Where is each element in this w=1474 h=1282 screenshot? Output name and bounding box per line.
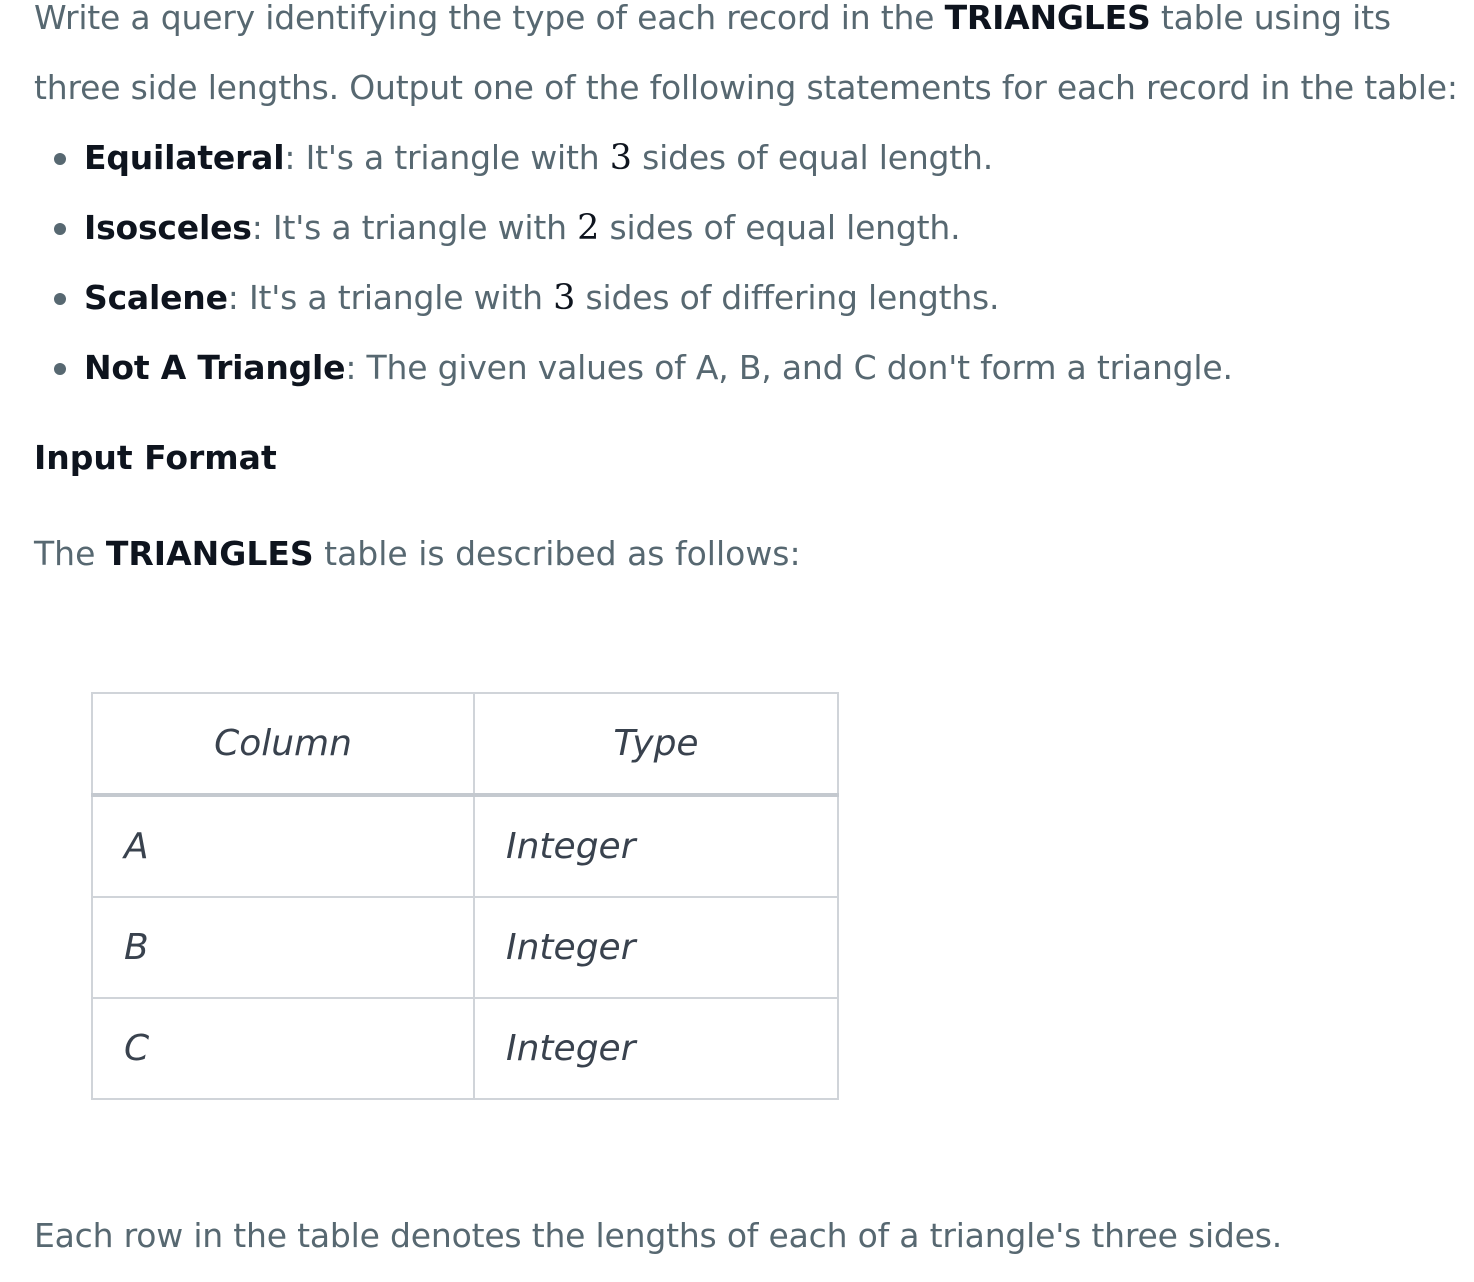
type-desc-pre: : It's a triangle with [251,208,578,247]
intro-table-name: TRIANGLES [944,0,1151,37]
cell-column: C [92,998,474,1099]
type-name: Equilateral [84,138,285,177]
column-header-type: Type [474,693,838,795]
described-text-before: The [34,534,106,573]
cell-type: Integer [474,998,838,1099]
list-item [34,193,1464,263]
list-item [34,123,1464,193]
bullet-icon [54,223,66,235]
bullet-icon [54,363,66,375]
type-desc-post: sides of equal length. [599,208,961,247]
bullet-icon [54,293,66,305]
type-desc-pre: : The given values of A, B, and C don't form a triangle. [345,348,1233,387]
type-count: 3 [553,278,576,318]
type-name: Scalene [84,278,228,317]
table-header-row [92,693,838,795]
footer-note: Each row in the table denotes the lengths of each of a triangle's three sides. [34,1216,1283,1255]
table-row [92,998,838,1099]
type-count: 2 [577,208,600,248]
cell-column: B [92,897,474,998]
type-desc-post: sides of differing lengths. [575,278,1000,317]
type-name: Not A Triangle [84,348,346,387]
schema-table [91,692,839,1100]
type-count: 3 [609,138,632,178]
column-header-column: Column [92,693,474,795]
bullet-icon [54,153,66,165]
intro-text-after: table using its three side lengths. Output one of the following statements for each record in the table: [34,0,1458,107]
table-row [92,795,838,897]
problem-statement [34,0,1464,403]
type-name: Isosceles [84,208,252,247]
type-desc-pre: : It's a triangle with [284,138,610,177]
described-text-after: table is described as follows: [313,534,801,573]
triangle-types-list [34,123,1464,403]
list-item [34,333,1464,403]
list-item [34,263,1464,333]
table-description [34,534,801,573]
input-format-heading: Input Format [34,438,277,477]
cell-type: Integer [474,897,838,998]
type-desc-pre: : It's a triangle with [227,278,554,317]
described-table-name: TRIANGLES [105,534,314,573]
table-row [92,897,838,998]
intro-text-before: Write a query identifying the type of each record in the [34,0,945,37]
intro-paragraph [34,0,1464,123]
cell-type: Integer [474,795,838,897]
type-desc-post: sides of equal length. [631,138,994,177]
cell-column: A [92,795,474,897]
